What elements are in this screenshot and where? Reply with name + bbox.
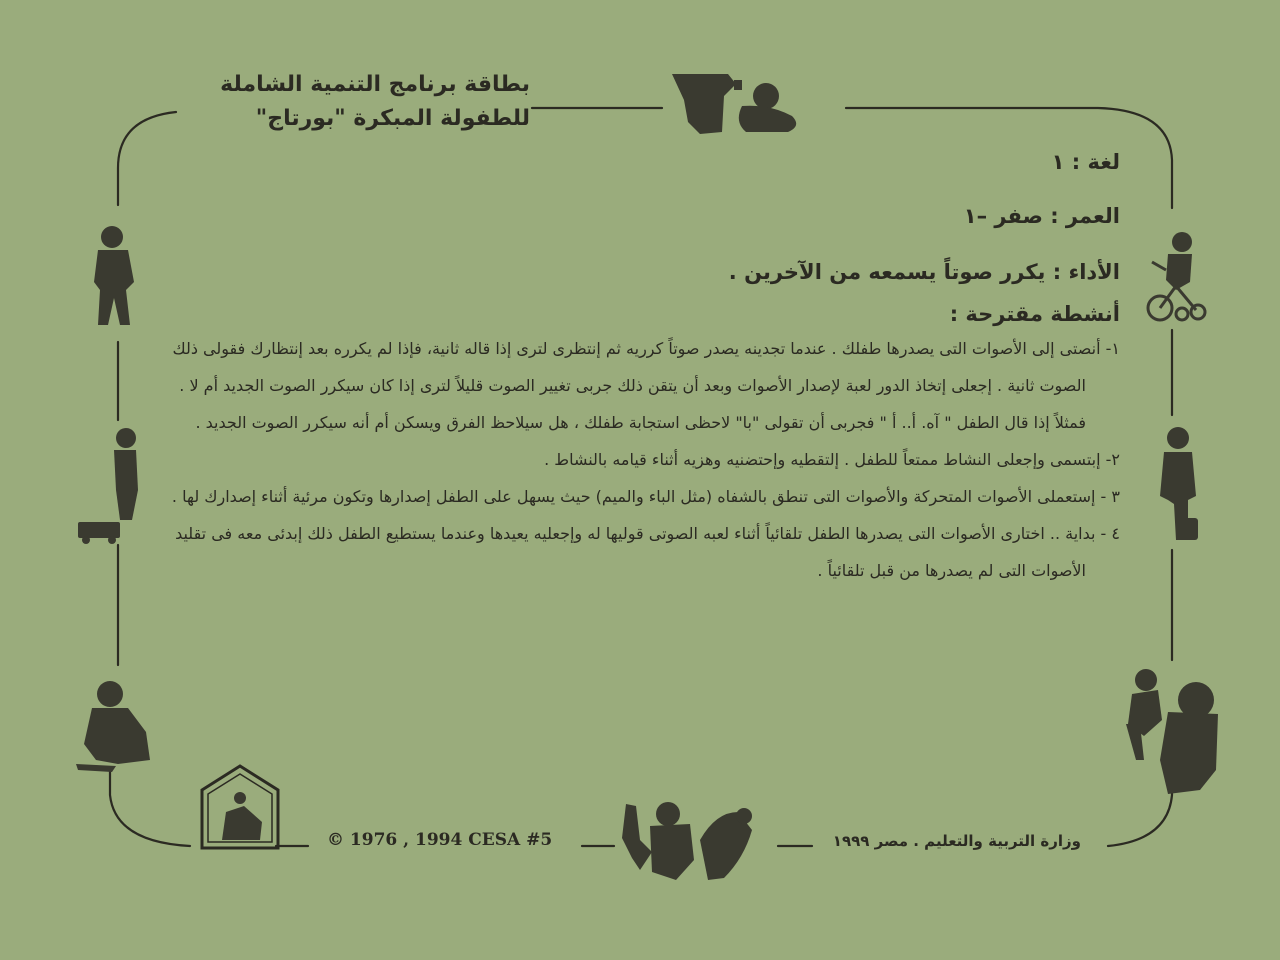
activity-item-1: ١- أنصتى إلى الأصوات التى يصدرها طفلك . عندما تجدينه يصدر صوتاً كرريه ثم إنتظرى لترى إذا قاله ثانية، فإذا لم يكرره بعد إنتظارك فقولى ذلك الصوت ثانية . إجعلى إتخاذ الدور لعبة لإصدار الأصوات وبعد أن يتقن ذلك جربى تغيير الصوت قليلاً لترى إذا كان سيكرر الصوت الجديد أم لا . فمثلاً إذا قال الطفل " آه. أ.. أ " فجربى أن تقولى "با" لاحظى استجابة طفلك ، هل سيلاحظ الفرق ويسكن أم أنه سيكرر الصوت الجديد . — [172, 339, 1120, 432]
activity-item-4: ٤ - بداية .. اختارى الأصوات التى يصدرها الطفل تلقائياً أثناء لعبه الصوتى قوليها له وإجعليه يعيدها وعندما يستطيع الطفل ذلك إبدئى معه فى تقليد الأصوات التى لم يصدرها من قبل تلقائياً . — [175, 524, 1120, 580]
activity-item-2: ٢- إبتسمى وإجعلى النشاط ممتعاً للطفل . إلتقطيه وإحتضنيه وهزيه أثناء قيامه بالنشاط . — [544, 450, 1120, 469]
language-field: لغة : ١ — [1051, 150, 1120, 174]
age-field: العمر : صفر –١ — [963, 204, 1120, 228]
header-line-2: للطفولة المبكرة "بورتاج" — [255, 106, 530, 131]
child-playing-icon — [672, 74, 796, 134]
child-pull-toy-icon — [78, 428, 138, 544]
child-sitting-icon — [76, 681, 150, 772]
child-bag-icon — [1160, 427, 1198, 540]
activities-title: أنشطة مقترحة : — [949, 302, 1120, 326]
child-tricycle-icon — [1148, 232, 1205, 320]
parent-lifting-child-icon — [1126, 669, 1218, 794]
performance-field: الأداء : يكرر صوتاً يسمعه من الآخرين . — [728, 260, 1120, 284]
children-animals-icon — [622, 802, 752, 880]
activity-item-3: ٣ - إستعملى الأصوات المتحركة والأصوات التى تنطق بالشفاه (مثل الباء والميم) حيث يسهل على الطفل إصدارها وتكون مرئية أثناء إصدارك لها . — [171, 487, 1120, 506]
toddler-standing-icon — [94, 226, 134, 325]
ministry-credit: وزارة التربية والتعليم . مصر ١٩٩٩ — [832, 832, 1081, 850]
header-line-1: بطاقة برنامج التنمية الشاملة — [220, 72, 530, 97]
house-logo-icon — [202, 766, 278, 848]
copyright-notice: © 1976 , 1994 CESA #5 — [327, 830, 553, 850]
card-body — [150, 140, 1120, 589]
card-header — [150, 68, 530, 136]
